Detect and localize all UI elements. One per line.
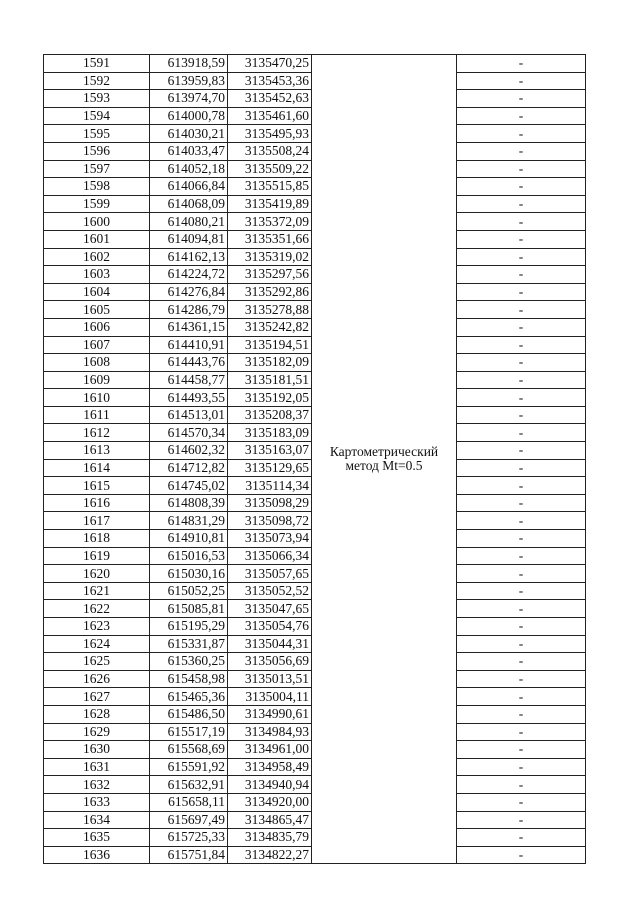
x-coordinate-cell: 615085,81	[150, 600, 228, 618]
x-coordinate-cell: 614458,77	[150, 371, 228, 389]
y-coordinate-cell: 3135461,60	[228, 107, 312, 125]
y-coordinate-cell: 3135057,65	[228, 565, 312, 583]
x-coordinate-cell: 614066,84	[150, 178, 228, 196]
point-number-cell: 1597	[44, 160, 150, 178]
x-coordinate-cell: 615632,91	[150, 776, 228, 794]
accuracy-dash-cell: -	[457, 248, 586, 266]
x-coordinate-cell: 614094,81	[150, 230, 228, 248]
accuracy-dash-cell: -	[457, 72, 586, 90]
y-coordinate-cell: 3134958,49	[228, 758, 312, 776]
x-coordinate-cell: 615052,25	[150, 582, 228, 600]
accuracy-dash-cell: -	[457, 741, 586, 759]
accuracy-dash-cell: -	[457, 547, 586, 565]
x-coordinate-cell: 615517,19	[150, 723, 228, 741]
accuracy-dash-cell: -	[457, 494, 586, 512]
x-coordinate-cell: 615591,92	[150, 758, 228, 776]
y-coordinate-cell: 3134835,79	[228, 829, 312, 847]
y-coordinate-cell: 3135515,85	[228, 178, 312, 196]
y-coordinate-cell: 3134961,00	[228, 741, 312, 759]
accuracy-dash-cell: -	[457, 512, 586, 530]
point-number-cell: 1623	[44, 618, 150, 636]
point-number-cell: 1617	[44, 512, 150, 530]
y-coordinate-cell: 3135192,05	[228, 389, 312, 407]
accuracy-dash-cell: -	[457, 406, 586, 424]
x-coordinate-cell: 614162,13	[150, 248, 228, 266]
x-coordinate-cell: 615331,87	[150, 635, 228, 653]
x-coordinate-cell: 614052,18	[150, 160, 228, 178]
y-coordinate-cell: 3135470,25	[228, 55, 312, 73]
accuracy-dash-cell: -	[457, 125, 586, 143]
y-coordinate-cell: 3134920,00	[228, 793, 312, 811]
point-number-cell: 1633	[44, 793, 150, 811]
y-coordinate-cell: 3135351,66	[228, 230, 312, 248]
y-coordinate-cell: 3134940,94	[228, 776, 312, 794]
method-cell	[312, 55, 457, 864]
point-number-cell: 1603	[44, 266, 150, 284]
x-coordinate-cell: 614033,47	[150, 142, 228, 160]
y-coordinate-cell: 3135183,09	[228, 424, 312, 442]
point-number-cell: 1599	[44, 195, 150, 213]
y-coordinate-cell: 3135419,89	[228, 195, 312, 213]
accuracy-dash-cell: -	[457, 213, 586, 231]
accuracy-dash-cell: -	[457, 582, 586, 600]
point-number-cell: 1596	[44, 142, 150, 160]
accuracy-dash-cell: -	[457, 477, 586, 495]
point-number-cell: 1592	[44, 72, 150, 90]
accuracy-dash-cell: -	[457, 230, 586, 248]
y-coordinate-cell: 3135098,29	[228, 494, 312, 512]
point-number-cell: 1625	[44, 653, 150, 671]
y-coordinate-cell: 3135508,24	[228, 142, 312, 160]
accuracy-dash-cell: -	[457, 618, 586, 636]
x-coordinate-cell: 614030,21	[150, 125, 228, 143]
y-coordinate-cell: 3135181,51	[228, 371, 312, 389]
accuracy-dash-cell: -	[457, 811, 586, 829]
point-number-cell: 1591	[44, 55, 150, 73]
x-coordinate-cell: 614443,76	[150, 354, 228, 372]
y-coordinate-cell: 3135452,63	[228, 90, 312, 108]
table-body	[44, 55, 586, 864]
point-number-cell: 1631	[44, 758, 150, 776]
x-coordinate-cell: 614602,32	[150, 442, 228, 460]
point-number-cell: 1618	[44, 530, 150, 548]
y-coordinate-cell: 3135114,34	[228, 477, 312, 495]
x-coordinate-cell: 614513,01	[150, 406, 228, 424]
y-coordinate-cell: 3135129,65	[228, 459, 312, 477]
point-number-cell: 1624	[44, 635, 150, 653]
accuracy-dash-cell: -	[457, 670, 586, 688]
y-coordinate-cell: 3134822,27	[228, 846, 312, 864]
x-coordinate-cell: 614910,81	[150, 530, 228, 548]
y-coordinate-cell: 3134984,93	[228, 723, 312, 741]
accuracy-dash-cell: -	[457, 565, 586, 583]
accuracy-dash-cell: -	[457, 793, 586, 811]
x-coordinate-cell: 615568,69	[150, 741, 228, 759]
y-coordinate-cell: 3135372,09	[228, 213, 312, 231]
x-coordinate-cell: 614080,21	[150, 213, 228, 231]
point-number-cell: 1619	[44, 547, 150, 565]
x-coordinate-cell: 614410,91	[150, 336, 228, 354]
point-number-cell: 1601	[44, 230, 150, 248]
y-coordinate-cell: 3135056,69	[228, 653, 312, 671]
point-number-cell: 1613	[44, 442, 150, 460]
accuracy-dash-cell: -	[457, 371, 586, 389]
point-number-cell: 1605	[44, 301, 150, 319]
y-coordinate-cell: 3135278,88	[228, 301, 312, 319]
point-number-cell: 1604	[44, 283, 150, 301]
y-coordinate-cell: 3135004,11	[228, 688, 312, 706]
point-number-cell: 1630	[44, 741, 150, 759]
x-coordinate-cell: 614224,72	[150, 266, 228, 284]
y-coordinate-cell: 3135066,34	[228, 547, 312, 565]
x-coordinate-cell: 614808,39	[150, 494, 228, 512]
y-coordinate-cell: 3134990,61	[228, 705, 312, 723]
x-coordinate-cell: 615697,49	[150, 811, 228, 829]
accuracy-dash-cell: -	[457, 318, 586, 336]
point-number-cell: 1600	[44, 213, 150, 231]
x-coordinate-cell: 613974,70	[150, 90, 228, 108]
point-number-cell: 1622	[44, 600, 150, 618]
y-coordinate-cell: 3135044,31	[228, 635, 312, 653]
point-number-cell: 1635	[44, 829, 150, 847]
point-number-cell: 1609	[44, 371, 150, 389]
x-coordinate-cell: 615016,53	[150, 547, 228, 565]
y-coordinate-cell: 3135242,82	[228, 318, 312, 336]
y-coordinate-cell: 3135297,56	[228, 266, 312, 284]
point-number-cell: 1595	[44, 125, 150, 143]
accuracy-dash-cell: -	[457, 776, 586, 794]
point-number-cell: 1606	[44, 318, 150, 336]
method-line-2: метод Mt=0.5	[345, 458, 423, 474]
y-coordinate-cell: 3135047,65	[228, 600, 312, 618]
point-number-cell: 1593	[44, 90, 150, 108]
point-number-cell: 1607	[44, 336, 150, 354]
y-coordinate-cell: 3135292,86	[228, 283, 312, 301]
y-coordinate-cell: 3135054,76	[228, 618, 312, 636]
accuracy-dash-cell: -	[457, 829, 586, 847]
x-coordinate-cell: 614745,02	[150, 477, 228, 495]
point-number-cell: 1594	[44, 107, 150, 125]
x-coordinate-cell: 613959,83	[150, 72, 228, 90]
y-coordinate-cell: 3135052,52	[228, 582, 312, 600]
x-coordinate-cell: 615465,36	[150, 688, 228, 706]
accuracy-dash-cell: -	[457, 107, 586, 125]
point-number-cell: 1628	[44, 705, 150, 723]
y-coordinate-cell: 3135453,36	[228, 72, 312, 90]
accuracy-dash-cell: -	[457, 266, 586, 284]
point-number-cell: 1610	[44, 389, 150, 407]
accuracy-dash-cell: -	[457, 530, 586, 548]
x-coordinate-cell: 614570,34	[150, 424, 228, 442]
x-coordinate-cell: 615658,11	[150, 793, 228, 811]
method-line-1: Картометрический	[329, 444, 439, 460]
accuracy-dash-cell: -	[457, 442, 586, 460]
x-coordinate-cell: 614712,82	[150, 459, 228, 477]
accuracy-dash-cell: -	[457, 142, 586, 160]
accuracy-dash-cell: -	[457, 600, 586, 618]
point-number-cell: 1611	[44, 406, 150, 424]
point-number-cell: 1614	[44, 459, 150, 477]
x-coordinate-cell: 615725,33	[150, 829, 228, 847]
x-coordinate-cell: 615458,98	[150, 670, 228, 688]
y-coordinate-cell: 3135509,22	[228, 160, 312, 178]
accuracy-dash-cell: -	[457, 459, 586, 477]
accuracy-dash-cell: -	[457, 301, 586, 319]
accuracy-dash-cell: -	[457, 160, 586, 178]
y-coordinate-cell: 3135013,51	[228, 670, 312, 688]
point-number-cell: 1626	[44, 670, 150, 688]
accuracy-dash-cell: -	[457, 688, 586, 706]
point-number-cell: 1598	[44, 178, 150, 196]
y-coordinate-cell: 3135208,37	[228, 406, 312, 424]
point-number-cell: 1602	[44, 248, 150, 266]
point-number-cell: 1616	[44, 494, 150, 512]
x-coordinate-cell: 614286,79	[150, 301, 228, 319]
y-coordinate-cell: 3135163,07	[228, 442, 312, 460]
x-coordinate-cell: 615486,50	[150, 705, 228, 723]
accuracy-dash-cell: -	[457, 90, 586, 108]
x-coordinate-cell: 614276,84	[150, 283, 228, 301]
accuracy-dash-cell: -	[457, 424, 586, 442]
x-coordinate-cell: 615030,16	[150, 565, 228, 583]
accuracy-dash-cell: -	[457, 195, 586, 213]
point-number-cell: 1629	[44, 723, 150, 741]
accuracy-dash-cell: -	[457, 635, 586, 653]
x-coordinate-cell: 615195,29	[150, 618, 228, 636]
y-coordinate-cell: 3135194,51	[228, 336, 312, 354]
x-coordinate-cell: 614068,09	[150, 195, 228, 213]
point-number-cell: 1620	[44, 565, 150, 583]
accuracy-dash-cell: -	[457, 705, 586, 723]
accuracy-dash-cell: -	[457, 55, 586, 73]
x-coordinate-cell: 614831,29	[150, 512, 228, 530]
y-coordinate-cell: 3135182,09	[228, 354, 312, 372]
y-coordinate-cell: 3135495,93	[228, 125, 312, 143]
point-number-cell: 1621	[44, 582, 150, 600]
point-number-cell: 1608	[44, 354, 150, 372]
x-coordinate-cell: 615751,84	[150, 846, 228, 864]
point-number-cell: 1636	[44, 846, 150, 864]
accuracy-dash-cell: -	[457, 336, 586, 354]
y-coordinate-cell: 3134865,47	[228, 811, 312, 829]
table-row	[44, 55, 586, 73]
x-coordinate-cell: 614493,55	[150, 389, 228, 407]
y-coordinate-cell: 3135073,94	[228, 530, 312, 548]
accuracy-dash-cell: -	[457, 354, 586, 372]
point-number-cell: 1612	[44, 424, 150, 442]
point-number-cell: 1615	[44, 477, 150, 495]
accuracy-dash-cell: -	[457, 283, 586, 301]
point-number-cell: 1634	[44, 811, 150, 829]
accuracy-dash-cell: -	[457, 723, 586, 741]
accuracy-dash-cell: -	[457, 389, 586, 407]
point-number-cell: 1627	[44, 688, 150, 706]
y-coordinate-cell: 3135098,72	[228, 512, 312, 530]
accuracy-dash-cell: -	[457, 653, 586, 671]
x-coordinate-cell: 614000,78	[150, 107, 228, 125]
accuracy-dash-cell: -	[457, 846, 586, 864]
point-number-cell: 1632	[44, 776, 150, 794]
accuracy-dash-cell: -	[457, 178, 586, 196]
x-coordinate-cell: 613918,59	[150, 55, 228, 73]
y-coordinate-cell: 3135319,02	[228, 248, 312, 266]
x-coordinate-cell: 615360,25	[150, 653, 228, 671]
accuracy-dash-cell: -	[457, 758, 586, 776]
x-coordinate-cell: 614361,15	[150, 318, 228, 336]
coordinates-table	[43, 54, 586, 864]
